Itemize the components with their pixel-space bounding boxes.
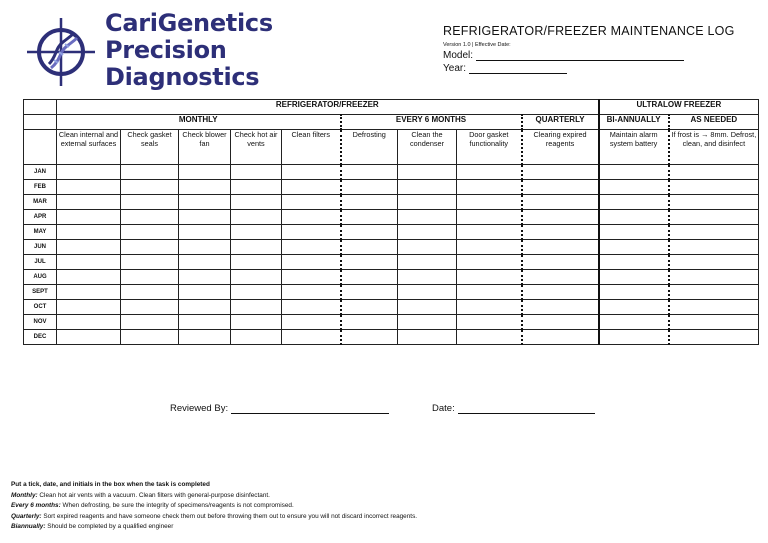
check-cell[interactable] — [341, 165, 398, 180]
task-header: Clearing expired reagents — [522, 130, 599, 165]
reviewed-by-underline[interactable] — [231, 404, 389, 414]
task-header: Check hot air vents — [231, 130, 282, 165]
check-cell[interactable] — [522, 315, 599, 330]
check-cell[interactable] — [231, 180, 282, 195]
month-rows — [24, 165, 759, 345]
month-label: APR — [24, 210, 57, 225]
check-cell[interactable] — [231, 330, 282, 345]
note-quarterly-text: Sort expired reagents and have someone check them out before throwing them out to ensure you will not discard incorrect reagents. — [43, 512, 418, 520]
check-cell[interactable] — [341, 195, 398, 210]
check-cell[interactable] — [669, 300, 759, 315]
check-cell[interactable] — [121, 255, 179, 270]
brand-line-1: CariGenetics — [105, 9, 273, 37]
check-cell[interactable] — [231, 255, 282, 270]
check-cell[interactable] — [57, 240, 121, 255]
task-header: Clean internal and external surfaces — [57, 130, 121, 165]
month-row — [24, 285, 759, 300]
check-cell[interactable] — [121, 285, 179, 300]
section-ultralow: ULTRALOW FREEZER — [599, 100, 759, 115]
note-every-6-key: Every 6 months: — [11, 502, 61, 510]
note-monthly-key: Monthly: — [11, 491, 38, 499]
check-cell[interactable] — [457, 240, 522, 255]
check-cell[interactable] — [179, 330, 231, 345]
instruction-line: Put a tick, date, and initials in the box when the task is completed — [11, 481, 210, 488]
check-cell[interactable] — [231, 195, 282, 210]
check-cell[interactable] — [398, 330, 457, 345]
check-cell[interactable] — [522, 210, 599, 225]
check-cell[interactable] — [599, 270, 669, 285]
check-cell[interactable] — [669, 270, 759, 285]
review-date-field[interactable] — [432, 403, 595, 414]
check-cell[interactable] — [57, 165, 121, 180]
note-monthly — [11, 491, 417, 502]
brand-line-3: Diagnostics — [105, 63, 260, 91]
check-cell[interactable] — [231, 270, 282, 285]
check-cell[interactable] — [121, 240, 179, 255]
note-biannually-text: Should be completed by a qualified engineer — [47, 523, 174, 531]
check-cell[interactable] — [231, 300, 282, 315]
check-cell[interactable] — [398, 285, 457, 300]
note-quarterly-key: Quarterly: — [11, 512, 42, 520]
check-cell[interactable] — [599, 195, 669, 210]
check-cell[interactable] — [522, 330, 599, 345]
section-fridge: REFRIGERATOR/FREEZER — [57, 100, 599, 115]
check-cell[interactable] — [341, 330, 398, 345]
check-cell[interactable] — [179, 255, 231, 270]
maintenance-table — [23, 99, 759, 345]
year-label: Year: — [443, 63, 466, 74]
check-cell[interactable] — [669, 240, 759, 255]
month-label: AUG — [24, 270, 57, 285]
check-cell[interactable] — [341, 285, 398, 300]
check-cell[interactable] — [179, 225, 231, 240]
check-cell[interactable] — [57, 210, 121, 225]
freq-bi-annually: BI-ANNUALLY — [599, 115, 669, 130]
check-cell[interactable] — [57, 270, 121, 285]
check-cell[interactable] — [522, 270, 599, 285]
check-cell[interactable] — [398, 300, 457, 315]
check-cell[interactable] — [669, 210, 759, 225]
freq-monthly: MONTHLY — [57, 115, 341, 130]
month-row — [24, 180, 759, 195]
check-cell[interactable] — [179, 180, 231, 195]
month-row — [24, 195, 759, 210]
note-biannually — [11, 522, 417, 533]
check-cell[interactable] — [669, 225, 759, 240]
check-cell[interactable] — [669, 195, 759, 210]
check-cell[interactable] — [57, 300, 121, 315]
check-cell[interactable] — [57, 330, 121, 345]
reviewed-by-field[interactable] — [170, 403, 389, 414]
month-row — [24, 165, 759, 180]
freq-quarterly: QUARTERLY — [522, 115, 599, 130]
check-cell[interactable] — [522, 255, 599, 270]
month-row — [24, 240, 759, 255]
check-cell[interactable] — [231, 225, 282, 240]
check-cell[interactable] — [282, 330, 341, 345]
task-row — [24, 130, 759, 165]
month-label: MAR — [24, 195, 57, 210]
task-header: Check blower fan — [179, 130, 231, 165]
reviewed-by-label: Reviewed By: — [170, 403, 229, 414]
check-cell[interactable] — [121, 195, 179, 210]
check-cell[interactable] — [341, 315, 398, 330]
check-cell[interactable] — [179, 210, 231, 225]
check-cell[interactable] — [669, 285, 759, 300]
check-cell[interactable] — [599, 330, 669, 345]
check-cell[interactable] — [398, 270, 457, 285]
check-cell[interactable] — [121, 165, 179, 180]
check-cell[interactable] — [457, 210, 522, 225]
model-field[interactable] — [443, 50, 753, 61]
check-cell[interactable] — [121, 270, 179, 285]
task-header: Clean the condenser — [398, 130, 457, 165]
check-cell[interactable] — [341, 240, 398, 255]
check-cell[interactable] — [398, 240, 457, 255]
check-cell[interactable] — [179, 270, 231, 285]
month-row — [24, 225, 759, 240]
check-cell[interactable] — [179, 315, 231, 330]
month-label: NOV — [24, 315, 57, 330]
check-cell[interactable] — [457, 270, 522, 285]
check-cell[interactable] — [457, 225, 522, 240]
note-every-6-text: When defrosting, be sure the integrity of specimens/reagents is not compromised. — [62, 502, 294, 510]
month-row — [24, 330, 759, 345]
frequency-row — [24, 115, 759, 130]
note-quarterly — [11, 512, 417, 523]
check-cell[interactable] — [522, 240, 599, 255]
note-every-6 — [11, 501, 417, 512]
check-cell[interactable] — [398, 180, 457, 195]
check-cell[interactable] — [282, 255, 341, 270]
check-cell[interactable] — [179, 300, 231, 315]
check-cell[interactable] — [398, 315, 457, 330]
check-cell[interactable] — [669, 255, 759, 270]
check-cell[interactable] — [457, 285, 522, 300]
month-row — [24, 210, 759, 225]
check-cell[interactable] — [121, 210, 179, 225]
check-cell[interactable] — [121, 315, 179, 330]
check-cell[interactable] — [457, 195, 522, 210]
check-cell[interactable] — [457, 165, 522, 180]
check-cell[interactable] — [121, 225, 179, 240]
check-cell[interactable] — [599, 300, 669, 315]
company-name — [105, 10, 273, 91]
task-header: If frost is → 8mm. Defrost, clean, and disinfect — [669, 130, 759, 165]
company-logo — [23, 10, 283, 90]
check-cell[interactable] — [599, 225, 669, 240]
check-cell[interactable] — [522, 225, 599, 240]
check-cell[interactable] — [599, 240, 669, 255]
check-cell[interactable] — [669, 165, 759, 180]
check-cell[interactable] — [282, 270, 341, 285]
check-cell[interactable] — [457, 255, 522, 270]
check-cell[interactable] — [282, 210, 341, 225]
check-cell[interactable] — [398, 255, 457, 270]
month-label: JUN — [24, 240, 57, 255]
check-cell[interactable] — [669, 180, 759, 195]
freq-every-6-months: EVERY 6 MONTHS — [341, 115, 522, 130]
check-cell[interactable] — [599, 315, 669, 330]
instructions-notes — [11, 480, 417, 533]
month-label: OCT — [24, 300, 57, 315]
check-cell[interactable] — [57, 315, 121, 330]
check-cell[interactable] — [282, 165, 341, 180]
check-cell[interactable] — [599, 285, 669, 300]
month-label: JAN — [24, 165, 57, 180]
check-cell[interactable] — [179, 165, 231, 180]
check-cell[interactable] — [57, 225, 121, 240]
check-cell[interactable] — [231, 210, 282, 225]
brand-line-2: Precision — [105, 36, 227, 64]
check-cell[interactable] — [121, 300, 179, 315]
check-cell[interactable] — [231, 165, 282, 180]
check-cell[interactable] — [522, 165, 599, 180]
model-underline[interactable] — [476, 51, 684, 61]
month-row — [24, 270, 759, 285]
check-cell[interactable] — [398, 225, 457, 240]
check-cell[interactable] — [282, 315, 341, 330]
check-cell[interactable] — [522, 300, 599, 315]
check-cell[interactable] — [341, 180, 398, 195]
check-cell[interactable] — [669, 315, 759, 330]
log-header — [443, 24, 753, 74]
check-cell[interactable] — [341, 255, 398, 270]
check-cell[interactable] — [179, 195, 231, 210]
check-cell[interactable] — [231, 285, 282, 300]
check-cell[interactable] — [282, 195, 341, 210]
check-cell[interactable] — [179, 285, 231, 300]
check-cell[interactable] — [282, 285, 341, 300]
dna-target-icon — [25, 16, 97, 88]
task-header: Clean filters — [282, 130, 341, 165]
check-cell[interactable] — [398, 165, 457, 180]
check-cell[interactable] — [57, 195, 121, 210]
check-cell[interactable] — [669, 330, 759, 345]
check-cell[interactable] — [231, 315, 282, 330]
check-cell[interactable] — [231, 240, 282, 255]
check-cell[interactable] — [57, 285, 121, 300]
check-cell[interactable] — [522, 180, 599, 195]
check-cell[interactable] — [457, 180, 522, 195]
month-row — [24, 300, 759, 315]
check-cell[interactable] — [599, 210, 669, 225]
check-cell[interactable] — [282, 240, 341, 255]
month-label: SEPT — [24, 285, 57, 300]
note-biannually-key: Biannually: — [11, 523, 46, 531]
check-cell[interactable] — [57, 255, 121, 270]
corner-cell — [24, 130, 57, 165]
task-header: Door gasket functionality — [457, 130, 522, 165]
section-header-row — [24, 100, 759, 115]
year-field[interactable] — [443, 63, 753, 74]
check-cell[interactable] — [341, 210, 398, 225]
month-row — [24, 255, 759, 270]
task-header: Defrosting — [341, 130, 398, 165]
check-cell[interactable] — [341, 300, 398, 315]
check-cell[interactable] — [179, 240, 231, 255]
check-cell[interactable] — [599, 180, 669, 195]
month-row — [24, 315, 759, 330]
check-cell[interactable] — [341, 225, 398, 240]
freq-as-needed: AS NEEDED — [669, 115, 759, 130]
check-cell[interactable] — [398, 195, 457, 210]
check-cell[interactable] — [121, 330, 179, 345]
check-cell[interactable] — [457, 300, 522, 315]
check-cell[interactable] — [282, 180, 341, 195]
check-cell[interactable] — [57, 180, 121, 195]
note-monthly-text: Clean hot air vents with a vacuum. Clean filters with general-purpose disinfectant. — [39, 491, 270, 499]
check-cell[interactable] — [599, 255, 669, 270]
corner-cell — [24, 100, 57, 115]
check-cell[interactable] — [341, 270, 398, 285]
month-label: JUL — [24, 255, 57, 270]
review-date-underline[interactable] — [458, 404, 595, 414]
month-label: DEC — [24, 330, 57, 345]
model-label: Model: — [443, 50, 474, 61]
check-cell[interactable] — [522, 195, 599, 210]
check-cell[interactable] — [457, 315, 522, 330]
check-cell[interactable] — [599, 165, 669, 180]
month-label: FEB — [24, 180, 57, 195]
check-cell[interactable] — [282, 225, 341, 240]
check-cell[interactable] — [457, 330, 522, 345]
review-date-label: Date: — [432, 403, 455, 414]
check-cell[interactable] — [398, 210, 457, 225]
corner-cell — [24, 115, 57, 130]
month-label: MAY — [24, 225, 57, 240]
task-header: Maintain alarm system battery — [599, 130, 669, 165]
log-title: REFRIGERATOR/FREEZER MAINTENANCE LOG — [443, 24, 735, 38]
version-label: Version 1.0 | Effective Date: — [443, 42, 511, 48]
task-header: Check gasket seals — [121, 130, 179, 165]
year-underline[interactable] — [469, 64, 567, 74]
check-cell[interactable] — [282, 300, 341, 315]
check-cell[interactable] — [522, 285, 599, 300]
check-cell[interactable] — [121, 180, 179, 195]
